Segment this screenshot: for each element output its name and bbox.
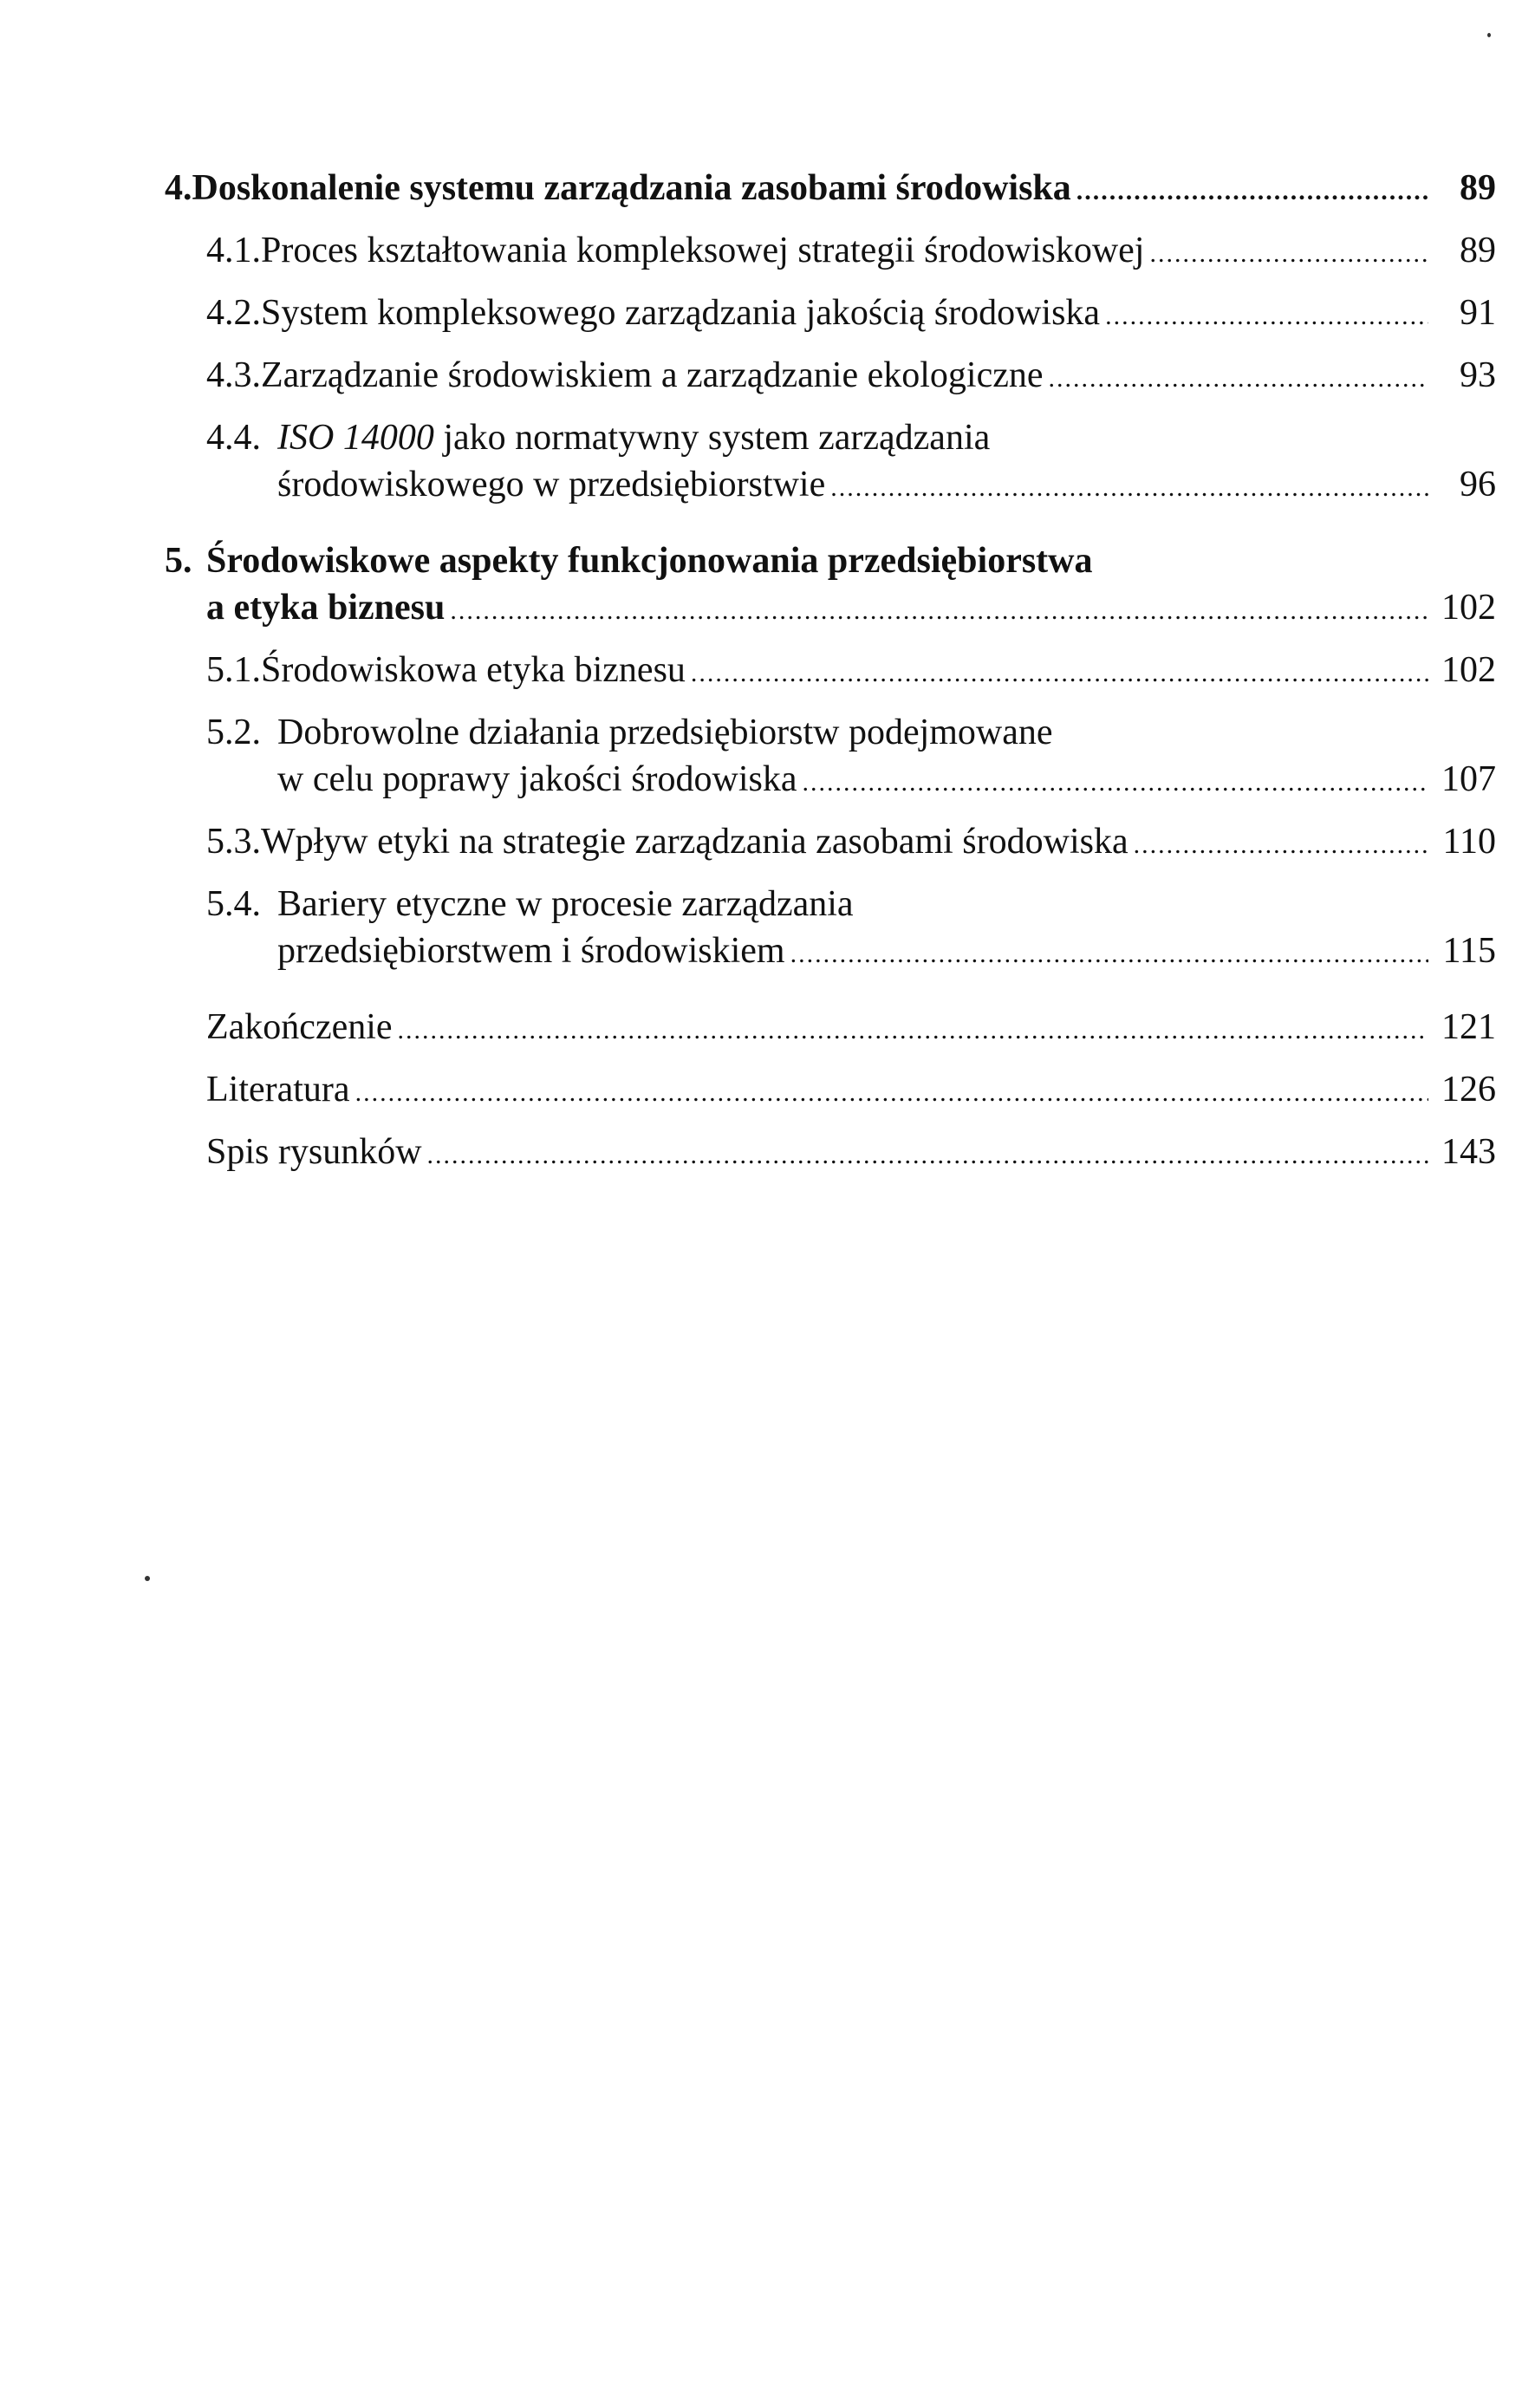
section-title: Bariery etyczne w procesie zarządzania xyxy=(277,884,854,924)
leader-dots xyxy=(1105,293,1428,340)
toc-section-5-3[interactable] xyxy=(165,818,1496,869)
page-number: 115 xyxy=(1442,931,1496,971)
leader-dots xyxy=(398,1007,1428,1054)
leader-dots xyxy=(450,588,1428,635)
section-title-continued: w celu poprawy jakości środowiska xyxy=(277,759,797,799)
section-title: Środowiskowa etyka biznesu xyxy=(261,650,686,690)
page-number: 121 xyxy=(1441,1007,1496,1047)
leader-dots xyxy=(1076,168,1428,215)
section-title-continued: środowiskowego w przedsiębiorstwie xyxy=(277,465,826,504)
entry-title: Literatura xyxy=(206,1070,350,1110)
page-number: 107 xyxy=(1441,759,1496,799)
leader-dots xyxy=(1134,822,1428,869)
page-number: 126 xyxy=(1441,1070,1496,1110)
leader-dots xyxy=(1049,355,1428,402)
toc-section-5-4[interactable] xyxy=(165,881,1496,978)
toc-list-of-figures[interactable] xyxy=(165,1129,1496,1179)
leader-dots xyxy=(830,465,1428,511)
section-number: 5.2. xyxy=(206,713,261,752)
page-number: 96 xyxy=(1460,465,1496,504)
toc-section-4-1[interactable] xyxy=(165,227,1496,277)
toc-section-4-2[interactable] xyxy=(165,290,1496,340)
chapter-number: 4. xyxy=(165,168,192,208)
scan-speck xyxy=(145,1576,150,1581)
entry-title: Zakończenie xyxy=(206,1007,393,1047)
section-number: 5.3. xyxy=(206,822,261,862)
section-title-italic: ISO 14000 xyxy=(277,418,434,458)
section-number: 5.1. xyxy=(206,650,261,690)
leader-dots xyxy=(427,1132,1428,1179)
chapter-title-continued: a etyka biznesu xyxy=(206,588,446,628)
toc-conclusion[interactable] xyxy=(165,1004,1496,1054)
toc-chapter-4[interactable] xyxy=(165,165,1496,215)
table-of-contents xyxy=(165,165,1496,1179)
page-number: 102 xyxy=(1441,588,1496,628)
leader-dots xyxy=(803,759,1428,806)
scan-speck xyxy=(1487,33,1491,37)
toc-chapter-5[interactable] xyxy=(165,537,1496,635)
page-number: 102 xyxy=(1441,650,1496,690)
leader-dots xyxy=(355,1070,1428,1116)
section-number: 4.2. xyxy=(206,293,261,333)
toc-bibliography[interactable] xyxy=(165,1066,1496,1116)
leader-dots xyxy=(691,650,1428,697)
section-title: Dobrowolne działania przedsiębiorstw podejmowane xyxy=(277,713,1053,752)
section-title: Proces kształtowania kompleksowej strategii środowiskowej xyxy=(261,231,1145,270)
section-number: 4.3. xyxy=(206,355,261,395)
section-title: Wpływ etyki na strategie zarządzania zasobami środowiska xyxy=(261,822,1128,862)
section-number: 4.4. xyxy=(206,418,261,458)
section-title: jako normatywny system zarządzania xyxy=(443,418,991,458)
page-number: 93 xyxy=(1460,355,1496,395)
chapter-title: Środowiskowe aspekty funkcjonowania przedsiębiorstwa xyxy=(206,541,1093,581)
toc-section-4-4[interactable] xyxy=(165,414,1496,511)
section-title-continued: przedsiębiorstwem i środowiskiem xyxy=(277,931,785,971)
page-number: 91 xyxy=(1460,293,1496,333)
leader-dots xyxy=(790,931,1428,978)
toc-section-4-3[interactable] xyxy=(165,352,1496,402)
chapter-number: 5. xyxy=(165,541,192,581)
leader-dots xyxy=(1149,231,1428,277)
entry-title: Spis rysunków xyxy=(206,1132,422,1172)
page-number: 89 xyxy=(1460,168,1496,208)
section-title: System kompleksowego zarządzania jakością środowiska xyxy=(261,293,1101,333)
chapter-title: Doskonalenie systemu zarządzania zasobami środowiska xyxy=(192,168,1071,208)
section-number: 5.4. xyxy=(206,884,261,924)
section-number: 4.1. xyxy=(206,231,261,270)
page-number: 89 xyxy=(1460,231,1496,270)
page-number: 110 xyxy=(1442,822,1496,862)
toc-section-5-1[interactable] xyxy=(165,647,1496,697)
page-number: 143 xyxy=(1441,1132,1496,1172)
toc-section-5-2[interactable] xyxy=(165,709,1496,806)
section-title: Zarządzanie środowiskiem a zarządzanie ekologiczne xyxy=(261,355,1044,395)
